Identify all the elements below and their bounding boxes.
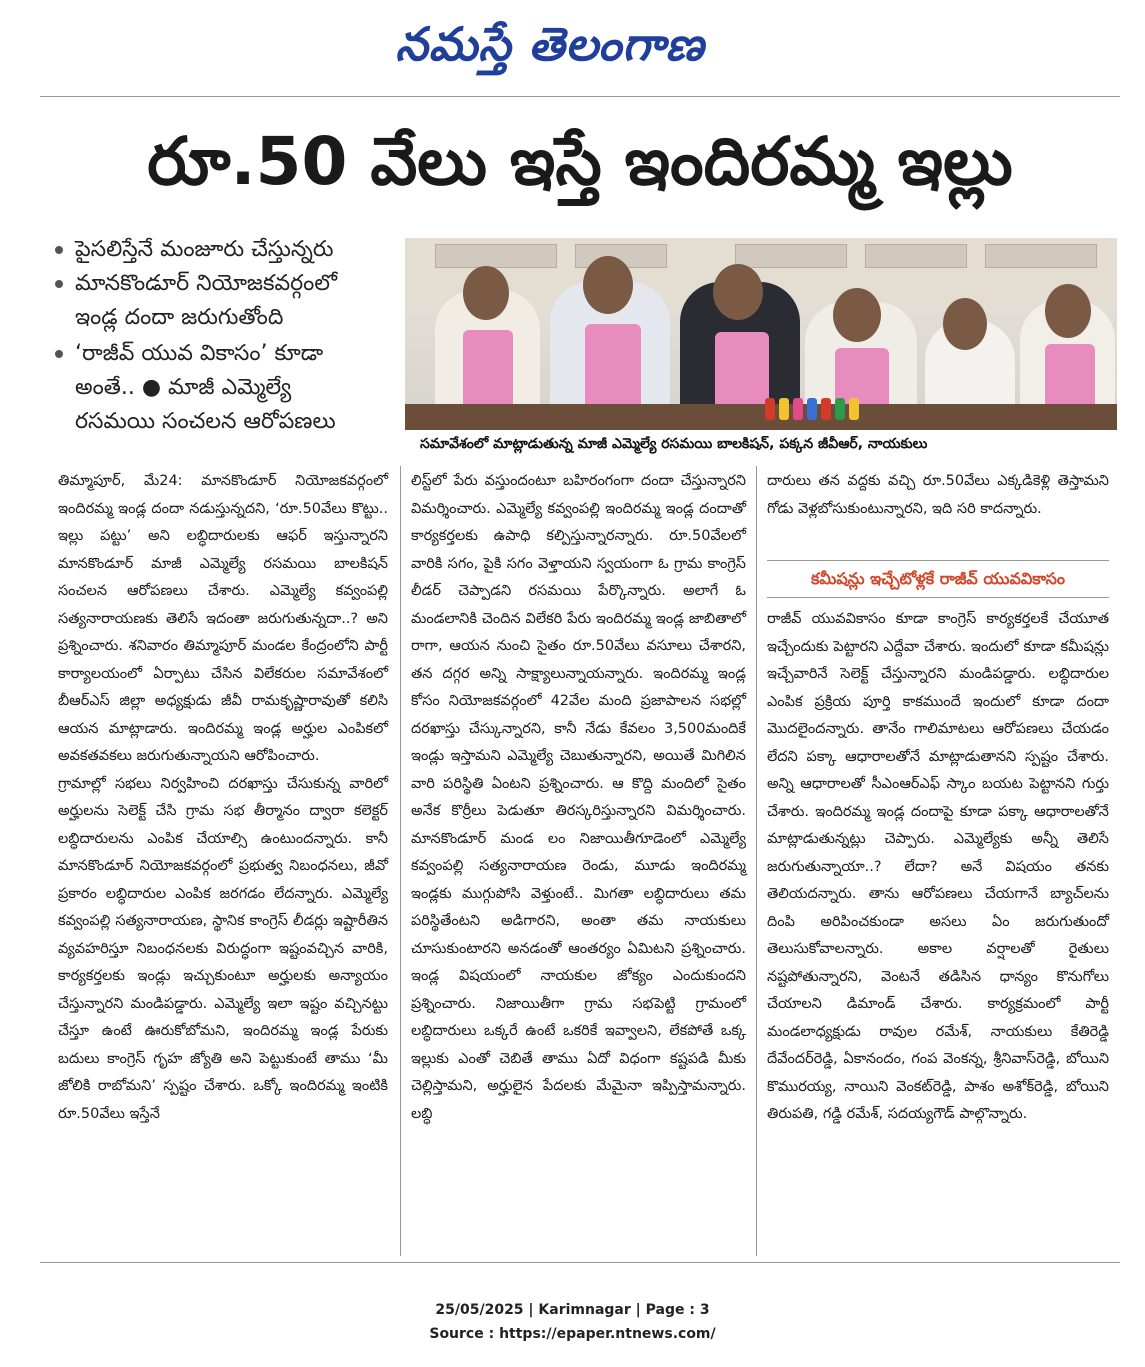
microphone-icon [835, 398, 845, 420]
microphone-icon [807, 398, 817, 420]
microphone-icon [849, 398, 859, 420]
bullet-icon [55, 280, 63, 288]
person-head [943, 298, 987, 350]
highlight-item: పైసలిస్తేనే మంజూరు చేస్తున్నరు [55, 236, 334, 264]
paragraph: తిమ్మాపూర్, మే24: మానకొండూర్ నియోజకవర్గంలో ఇందిరమ్మ ఇండ్ల దందా నడుస్తున్నదని, ‘రూ.50వేలు కొట్టు.. ఇల్లు పట్టు’ అని లబ్ధిదారులకు ఆఫర్ ఇస్తున్నారని మానకొండూర్ మాజీ ఎమ్మెల్యే రసమయి బాలకిషన్ సంచలన ఆరోపణలు చేశారు. ఎమ్మెల్యే కవ్వంపల్లి సత్యనారాయణకు తెలిసే ఇదంతా జరుగుతున్నదా..? అని ప్రశ్నించారు. శనివారం తిమ్మాపూర్ మండల కేంద్రంలోని పార్టీ కార్యాలయంలో ఏర్పాటు చేసిన విలేకరుల సమావేశంలో బీఆర్ఎస్ జిల్లా అధ్యక్షుడు జీవీ రామకృష్ణారావుతో కలిసి ఆయన మాట్లాడారు. ఇందిరమ్మ ఇండ్ల అర్హుల ఎంపికలో అవకతవకలు జరుగుతున్నాయని ఆరోపించారు. [58, 473, 388, 764]
column-divider [756, 466, 757, 1256]
newspaper-masthead: నమస్తే తెలంగాణ [395, 17, 705, 71]
microphone-icon [821, 398, 831, 420]
article-column-3-body [767, 606, 1109, 1129]
column-divider [400, 466, 401, 1256]
highlight-item-continued: రసమయి సంచలన ఆరోపణలు [75, 409, 336, 434]
paragraph: గ్రామాల్లో సభలు నిర్వహించి దరఖాస్తు చేసుకున్న వారిలో అర్హులను సెలెక్ట్ చేసి గ్రామ సభ తీర్మానం ద్వారా కలెక్టర్ లబ్ధిదారులను ఎంపిక చేయాల్సి ఉంటుందన్నారు. కానీ మానకొండూర్ నియోజకవర్గంలో ప్రభుత్వ నిబంధనలు, జీవో ప్రకారం లబ్ధిదారుల ఎంపిక జరగడం లేదన్నారు. ఎమ్మెల్యే కవ్వంపల్లి సత్యనారాయణ, స్థానిక కాంగ్రెస్ లీడర్లు ఇష్టారీతిన వ్యవహరిస్తూ నిబంధనలకు విరుద్ధంగా ఇష్టంవచ్చిన వారికి, కార్యకర్తలకు ఇండ్లు ఇచ్చుకుంటూ అర్హులకు అన్యాయం చేస్తున్నారని మండిపడ్డారు. ఎమ్మెల్యే ఇలా ఇష్టం వచ్చినట్టు చేస్తూ ఉంటే ఊరుకోబోమని, ఇందిరమ్మ ఇండ్ల పేరుకు బదులు కాంగ్రెస్ గృహ జ్యోతి అని పెట్టుకుంటే తాము ‘మీ జోలికి రాబోమని’ స్పష్టం చేశారు. ఒక్కో ఇందిరమ్మ ఇంటికి రూ.50వేలు ఇస్తేనే [58, 775, 388, 1122]
microphone-icon [793, 398, 803, 420]
bottom-divider [40, 1262, 1120, 1263]
microphone-icon [765, 398, 775, 420]
microphone-icon [779, 398, 789, 420]
person-head [583, 256, 633, 314]
highlight-item: మానకొండూర్ నియోజకవర్గంలో [55, 270, 337, 298]
article-column-3-top [767, 468, 1109, 552]
article-headline: రూ.50 వేలు ఇస్తే ఇందిరమ్మ ఇల్లు [147, 123, 1013, 200]
bullet-icon [55, 350, 63, 358]
person-head [713, 264, 763, 320]
article-column-2 [411, 468, 746, 1268]
sub-heading: కమీషన్లు ఇచ్చేటోళ్లకే రాజీవ్ యువవికాసం [767, 560, 1109, 598]
person-head [1045, 284, 1091, 338]
highlight-item-continued: ఇండ్ల దందా జరుగుతోంది [75, 305, 284, 330]
top-divider [40, 96, 1120, 97]
press-meet-photo [405, 238, 1117, 430]
person-head [833, 288, 881, 342]
paragraph: లిస్ట్‌లో పేరు వస్తుందంటూ బహిరంగంగా దందా చేస్తున్నారని విమర్శించారు. ఎమ్మెల్యే కవ్వంపల్లి ఇందిరమ్మ ఇండ్ల దందాతో కార్యకర్తలకు ఉపాధి కల్పిస్తున్నారన్నారు. రూ.50వేలలో వారికి సగం, పైకి సగం వెళ్తాయని స్వయంగా ఓ గ్రామ కాంగ్రెస్ లీడర్ చెప్పాడని రసమయి పేర్కొన్నారు. అలాగే ఓ మండలానికి చెందిన విలేకరి పేరు ఇందిరమ్మ ఇండ్ల జాబితాలో రాగా, ఆయన నుంచి సైతం రూ.50వేలు వసూలు చేశారని, తన దగ్గర అన్ని సాక్ష్యాలున్నాయన్నారు. ఇందిరమ్మ ఇండ్ల కోసం నియోజకవర్గంలో 42వేల మంది ప్రజాపాలన సభల్లో దరఖాస్తు చేస్కున్నారని, కానీ నేడు కేవలం 3,500మందికే ఇండ్లు ఇస్తామని ఎమ్మెల్యే చెబుతున్నారని, అయితే మిగిలిన వారి పరిస్థితి ఏంటని ప్రశ్నించారు. ఆ కొద్ది మందిలో సైతం అనేక కొర్రీలు పెడుతూ తిరస్కరిస్తున్నారని విమర్శించారు. మానకొండూర్ మండ లం నిజాయితీగూడెంలో ఎమ్మెల్యే కవ్వంపల్లి సత్యనారాయణ రెండు, మూడు ఇందిరమ్మ ఇండ్లకు ముగ్గుపోసి వెళ్తుంటే.. మిగతా లబ్ధిదారులు తమ పరిస్థితేంటని అడిగారని, అంతా తమ నాయకులు చూసుకుంటారని అనడంతో ఆంతర్యం ఏమిటని ప్రశ్నించారు. ఇండ్ల విషయంలో నాయకుల జోక్యం ఎందుకుందని ప్రశ్నించారు. నిజాయితీగా గ్రామ సభపెట్టి గ్రామంలో లబ్ధిదారులు ఒక్కరే ఉంటే ఒకరికే ఇవ్వాలని, లేకపోతే ఒక్క ఇల్లుకు ఎంతో చెబితే తాము ఏదో విధంగా కష్టపడి మీకు చెల్లిస్తామని, అర్హులైన పేదలకు మేమైనా ఇప్పిస్తామన్నారు. లబ్ధి [411, 473, 746, 1122]
wall-plaque [735, 244, 847, 268]
bullet-icon [55, 246, 63, 254]
photo-caption: సమావేశంలో మాట్లాడుతున్న మాజీ ఎమ్మెల్యే రసమయి బాలకిషన్, పక్కన జీవీఆర్, నాయకులు [420, 436, 928, 452]
press-table [405, 404, 1117, 430]
wall-plaque [985, 244, 1097, 268]
footer-source: Source : https://epaper.ntnews.com/ [429, 1326, 716, 1342]
highlights-box [55, 236, 390, 448]
paragraph: దారులు తన వద్దకు వచ్చి రూ.50వేలు ఎక్కడికెళ్లి తెస్తామని గోడు వెళ్లబోసుకుంటున్నారని, ఇది సరి కాదన్నారు. [767, 473, 1109, 517]
wall-plaque [435, 244, 557, 268]
highlight-item-continued: అంతే.. ● మాజీ ఎమ్మెల్యే [75, 375, 292, 400]
highlight-item: ‘రాజీవ్ యువ వికాసం’ కూడా [55, 340, 323, 368]
footer-date-edition: 25/05/2025 | Karimnagar | Page : 3 [435, 1302, 710, 1318]
paragraph: రాజీవ్ యువవికాసం కూడా కాంగ్రెస్ కార్యకర్తలకే చేయూత ఇచ్చేందుకు పెట్టారని ఎద్దేవా చేశారు. ఇందులో కూడా కమీషన్లు ఇచ్చేవారినే సెలెక్ట్ చేస్తున్నారని మండిపడ్డారు. లబ్ధిదారుల ఎంపిక ప్రక్రియ పూర్తి కాకముందే ఇందులో కూడా దందా మొదలైందన్నారు. తానేం గాలిమాటలు ఆరోపణలు చేయడం లేదని పక్కా ఆధారాలతోనే మాట్లాడుతానని స్పష్టం చేశారు. అన్ని ఆధారాలతో సీఎంఆర్ఎఫ్ స్కాం బయట పెట్టానని గుర్తు చేశారు. ఇందిరమ్మ ఇండ్ల దందాపై కూడా పక్కా ఆధారాలతోనే మాట్లాడుతున్నట్లు చెప్పారు. ఎమ్మెల్యేకు అన్నీ తెలిసే జరుగుతున్నాయా..? లేదా? అనే విషయం తనకు తెలియదన్నారు. తాను ఆరోపణలు చేయగానే బ్యాచ్‌లను దింపి అరిపించకుండా అసలు ఏం జరుగుతుందో తెలుసుకోవాలన్నారు. అకాల వర్షాలతో రైతులు నష్టపోతున్నారని, వెంటనే తడిసిన ధాన్యం కొనుగోలు చేయాలని డిమాండ్ చేశారు. కార్యక్రమంలో పార్టీ మండలాధ్యక్షుడు రావుల రమేశ్, నాయకులు కేతిరెడ్డి దేవేందర్‌రెడ్డి, ఏకానందం, గంప వెంకన్న, శ్రీనివాస్‌రెడ్డి, బోయిని కొమురయ్య, నాయిని వెంకట్‌రెడ్డి, పాశం అశోక్‌రెడ్డి, బోయిని తిరుపతి, గడ్డి రమేశ్, సదయ్యగౌడ్ పాల్గొన్నారు. [767, 611, 1109, 1122]
wall-plaque [865, 244, 967, 268]
person-head [463, 266, 509, 320]
article-column-1 [58, 468, 388, 1268]
